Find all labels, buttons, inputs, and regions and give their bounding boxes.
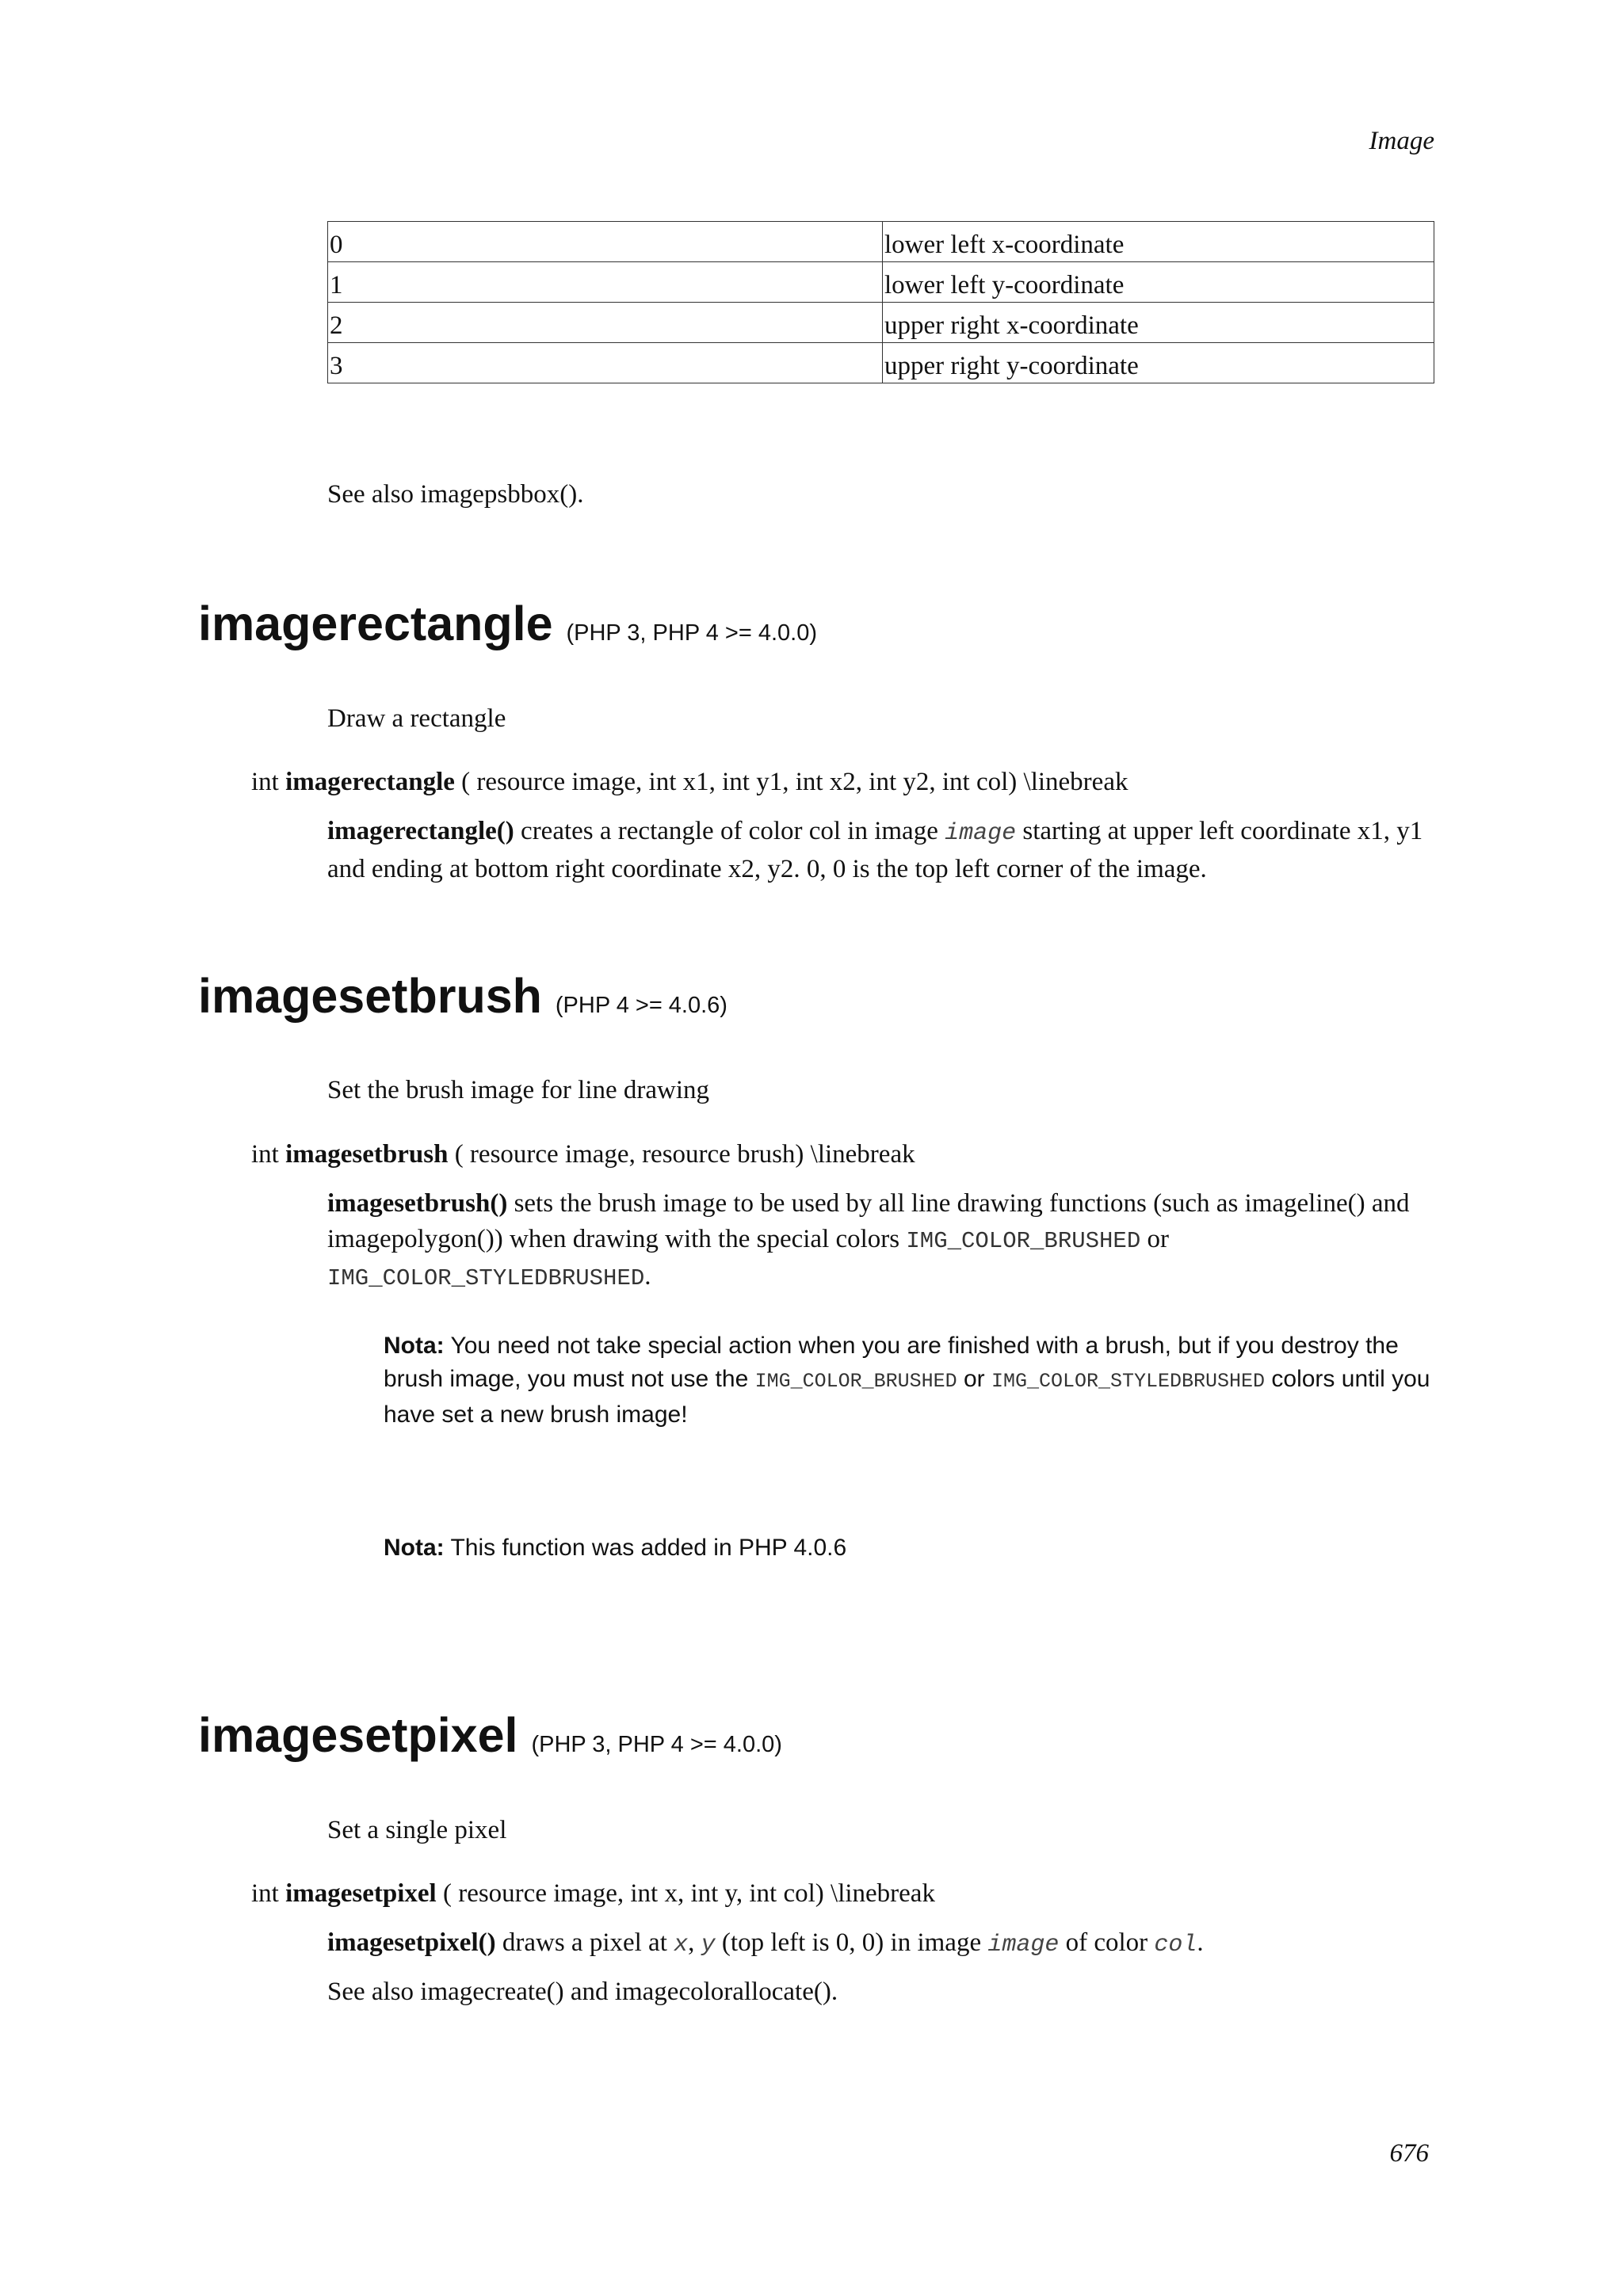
synopsis-imagesetpixel	[251, 1876, 935, 1912]
table-cell-index: 1	[328, 262, 883, 303]
table-cell-index: 2	[328, 303, 883, 343]
see-also-imagesetpixel: See also imagecreate() and imagecolorallocate().	[327, 1978, 838, 2006]
description-text: creates a rectangle of color col in image	[514, 817, 945, 845]
description-function-ref: imagerectangle()	[327, 817, 514, 845]
table-row	[328, 303, 1434, 343]
parameter-image: image	[945, 820, 1017, 847]
note-version-added	[384, 1531, 1438, 1565]
parameter-y: y	[701, 1932, 716, 1958]
synopsis-params: ( resource image, resource brush) \linebreak	[448, 1140, 915, 1169]
parameter-image: image	[987, 1932, 1060, 1958]
table-cell-description: lower left y-coordinate	[883, 262, 1434, 303]
heading-imagesetbrush	[198, 968, 727, 1033]
description-imagerectangle	[327, 814, 1437, 887]
parameter-col: col	[1154, 1932, 1197, 1958]
note-label: Nota:	[384, 1535, 445, 1561]
table-cell-description: upper right y-coordinate	[883, 343, 1434, 383]
synopsis-return-type: int	[251, 1879, 286, 1908]
table-row	[328, 262, 1434, 303]
version-info: (PHP 3, PHP 4 >= 4.0.0)	[531, 1732, 782, 1757]
purpose-imagesetbrush: Set the brush image for line drawing	[327, 1076, 710, 1104]
constant-img-color-brushed: IMG_COLOR_BRUSHED	[906, 1228, 1141, 1254]
description-text: or	[1140, 1225, 1169, 1253]
description-text: of color	[1059, 1928, 1155, 1957]
description-imagesetbrush	[327, 1186, 1437, 1296]
purpose-imagesetpixel: Set a single pixel	[327, 1816, 507, 1844]
heading-imagesetpixel	[198, 1707, 782, 1772]
table-row	[328, 222, 1434, 262]
parameter-x: x	[674, 1932, 689, 1958]
note-text: colors until you have set a new brush image!	[384, 1366, 1430, 1428]
description-text: draws a pixel at	[495, 1928, 674, 1957]
note-text: You need not take special action when you are finished with a brush, but if you destroy the brush image, you must not use the	[384, 1333, 1399, 1392]
version-info: (PHP 3, PHP 4 >= 4.0.0)	[566, 620, 817, 646]
synopsis-return-type: int	[251, 768, 286, 796]
note-text: This function was added in PHP 4.0.6	[444, 1535, 847, 1561]
table-cell-description: lower left x-coordinate	[883, 222, 1434, 262]
table-row	[328, 343, 1434, 383]
description-function-ref: imagesetpixel()	[327, 1928, 496, 1957]
function-name: imagesetpixel	[198, 1708, 518, 1762]
table-cell-description: upper right x-coordinate	[883, 303, 1434, 343]
constant-img-color-styledbrushed: IMG_COLOR_STYLEDBRUSHED	[991, 1370, 1266, 1393]
synopsis-function-name: imagerectangle	[285, 768, 455, 796]
synopsis-imagesetbrush	[251, 1137, 915, 1173]
description-function-ref: imagesetbrush()	[327, 1189, 508, 1218]
description-text: .	[1197, 1928, 1204, 1957]
synopsis-return-type: int	[251, 1140, 286, 1169]
version-info: (PHP 4 >= 4.0.6)	[555, 993, 727, 1018]
constant-img-color-brushed: IMG_COLOR_BRUSHED	[754, 1370, 957, 1393]
heading-imagerectangle	[198, 596, 817, 661]
purpose-imagerectangle: Draw a rectangle	[327, 704, 506, 733]
see-also-psbbox: See also imagepsbbox().	[327, 480, 584, 509]
table-cell-index: 3	[328, 343, 883, 383]
synopsis-function-name: imagesetpixel	[285, 1879, 437, 1908]
description-text: sets the brush image to be used by all line drawing functions (such as imageline() and imagepolygon()) when drawing with the special colors	[327, 1189, 1410, 1253]
page-number: 676	[1389, 2139, 1429, 2168]
description-text: .	[644, 1262, 651, 1291]
synopsis-function-name: imagesetbrush	[285, 1140, 449, 1169]
synopsis-imagerectangle	[251, 765, 1128, 800]
note-label: Nota:	[384, 1333, 445, 1359]
description-text: starting at upper left coordinate x1, y1 and ending at bottom right coordinate x2, y2. 0, 0 is the top left corner of the image.	[327, 817, 1423, 883]
description-text: (top left is 0, 0) in image	[715, 1928, 988, 1957]
description-imagesetpixel	[327, 1925, 1437, 1963]
table-cell-index: 0	[328, 222, 883, 262]
function-name: imagerectangle	[198, 597, 553, 650]
synopsis-params: ( resource image, int x1, int y1, int x2, int y2, int col) \linebreak	[454, 768, 1128, 796]
function-name: imagesetbrush	[198, 969, 542, 1023]
note-text: or	[957, 1366, 991, 1392]
description-text: ,	[688, 1928, 701, 1957]
coordinate-table	[327, 221, 1434, 383]
constant-img-color-styledbrushed: IMG_COLOR_STYLEDBRUSHED	[327, 1265, 645, 1291]
note-brush-destroy	[384, 1329, 1438, 1432]
running-head-title: Image	[1369, 127, 1434, 155]
synopsis-params: ( resource image, int x, int y, int col) \linebreak	[436, 1879, 935, 1908]
